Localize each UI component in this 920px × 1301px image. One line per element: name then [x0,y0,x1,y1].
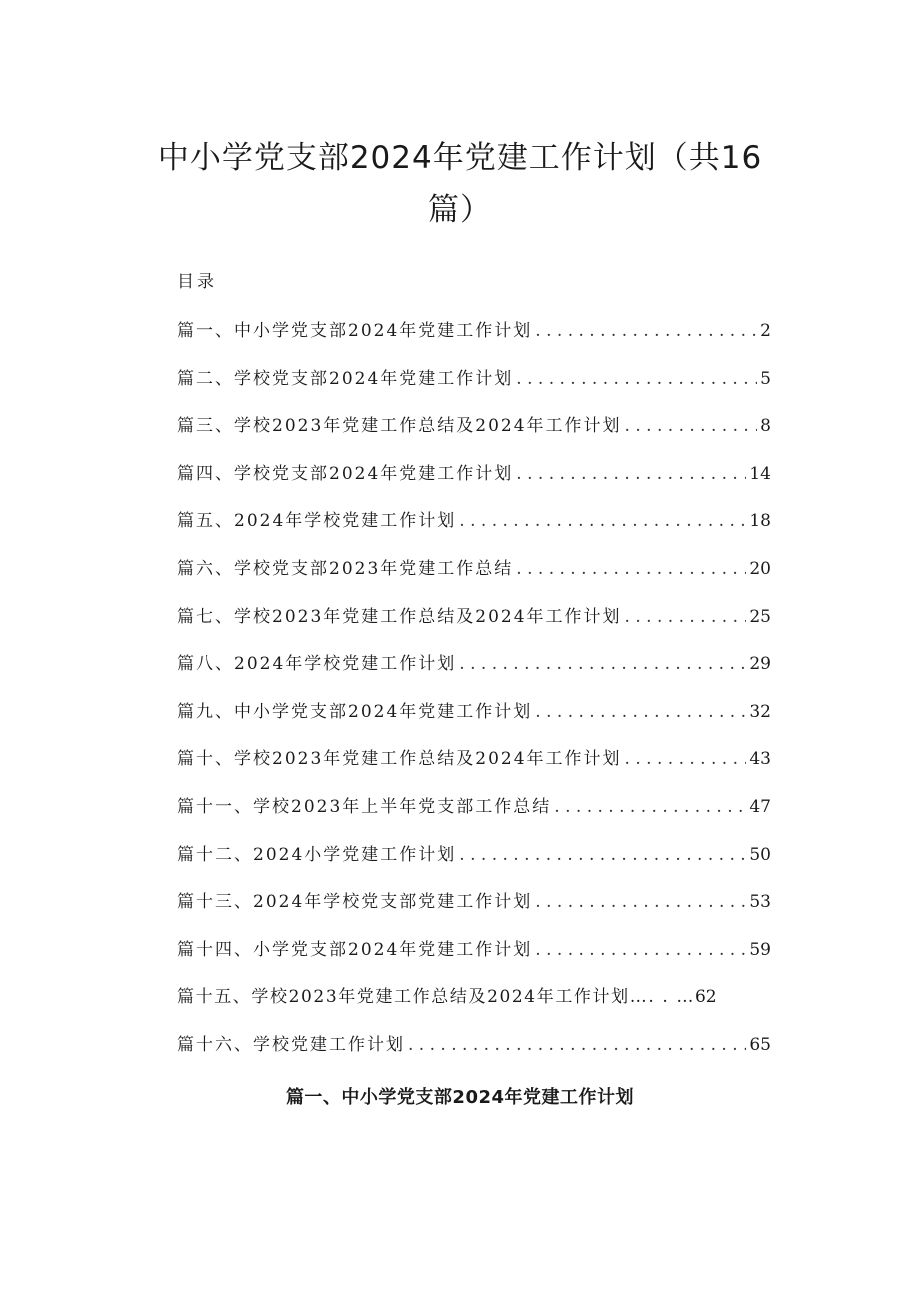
toc-entry-page: 32 [749,701,771,722]
toc-dot-leader [625,414,758,438]
toc-entry[interactable] [177,367,771,415]
toc-entry-label: 篇十二、2024小学党建工作计划 [177,844,457,865]
toc-entry[interactable] [177,938,771,986]
toc-dot-leader [516,557,746,581]
toc-entry-page: 50 [749,844,771,865]
toc-entry-page: 59 [749,939,771,960]
table-of-contents [177,319,771,1081]
toc-dot-leader [625,605,747,629]
toc-entry-page: 8 [760,416,771,437]
toc-entry-label: 篇九、中小学党支部2024年党建工作计划 [177,701,533,722]
toc-entry-page: 65 [749,1034,771,1055]
toc-entry[interactable] [177,652,771,700]
toc-entry[interactable] [177,557,771,605]
toc-heading: 目录 [177,272,217,292]
toc-entry[interactable] [177,985,771,1033]
toc-entry-label: 篇五、2024年学校党建工作计划 [177,511,457,532]
toc-entry-page: 2 [760,321,771,341]
toc-entry[interactable] [177,319,771,367]
toc-entry-page: 29 [749,654,771,675]
toc-entry-page: 62 [694,987,717,1008]
toc-dot-leader [459,843,746,867]
toc-entry-label: 篇十五、学校2023年党建工作总结及2024年工作计划…. . … [177,987,695,1008]
toc-entry[interactable] [177,890,771,938]
toc-dot-leader [625,747,747,771]
toc-entry-label: 篇十、学校2023年党建工作总结及2024年工作计划 [177,749,622,770]
toc-dot-leader [516,462,746,486]
toc-entry-label: 篇四、学校党支部2024年党建工作计划 [177,463,514,484]
toc-entry-page: 18 [749,511,771,532]
toc-entry[interactable] [177,462,771,510]
toc-dot-leader [535,700,746,724]
toc-entry-label: 篇六、学校党支部2023年党建工作总结 [177,558,514,579]
toc-entry-page: 14 [749,463,771,484]
toc-entry-label: 篇七、学校2023年党建工作总结及2024年工作计划 [177,606,622,627]
toc-entry-label: 篇二、学校党支部2024年党建工作计划 [177,368,514,389]
toc-dot-leader [535,938,746,962]
toc-entry-label: 篇十四、小学党支部2024年党建工作计划 [177,939,533,960]
toc-dot-leader [535,319,757,343]
toc-entry-label: 篇十一、学校2023年上半年党支部工作总结 [177,796,552,817]
toc-entry-page: 5 [760,368,771,389]
toc-entry-page: 47 [749,796,771,817]
toc-dot-leader [408,1033,746,1057]
toc-entry-label: 篇三、学校2023年党建工作总结及2024年工作计划 [177,416,622,437]
toc-entry-page: 53 [749,892,771,913]
toc-dot-leader [459,509,746,533]
toc-entry-label: 篇一、中小学党支部2024年党建工作计划 [177,321,533,341]
toc-entry-label: 篇十三、2024年学校党支部党建工作计划 [177,892,533,913]
toc-entry[interactable] [177,1033,771,1081]
section-heading: 篇一、中小学党支部2024年党建工作计划 [285,1087,635,1108]
toc-entry-page: 43 [749,749,771,770]
toc-dot-leader [459,652,746,676]
toc-entry[interactable] [177,509,771,557]
toc-entry[interactable] [177,414,771,462]
toc-entry-page: 20 [749,558,771,579]
toc-entry[interactable] [177,605,771,653]
toc-entry[interactable] [177,843,771,891]
toc-entry[interactable] [177,747,771,795]
toc-dot-leader [554,795,746,819]
toc-entry-page: 25 [749,606,771,627]
toc-dot-leader [516,367,757,391]
toc-entry-label: 篇十六、学校党建工作计划 [177,1034,405,1055]
document-title: 中小学党支部2024年党建工作计划（共16篇） [157,140,763,228]
toc-dot-leader [535,890,746,914]
toc-entry[interactable] [177,700,771,748]
toc-entry-label: 篇八、2024年学校党建工作计划 [177,654,457,675]
toc-entry[interactable] [177,795,771,843]
